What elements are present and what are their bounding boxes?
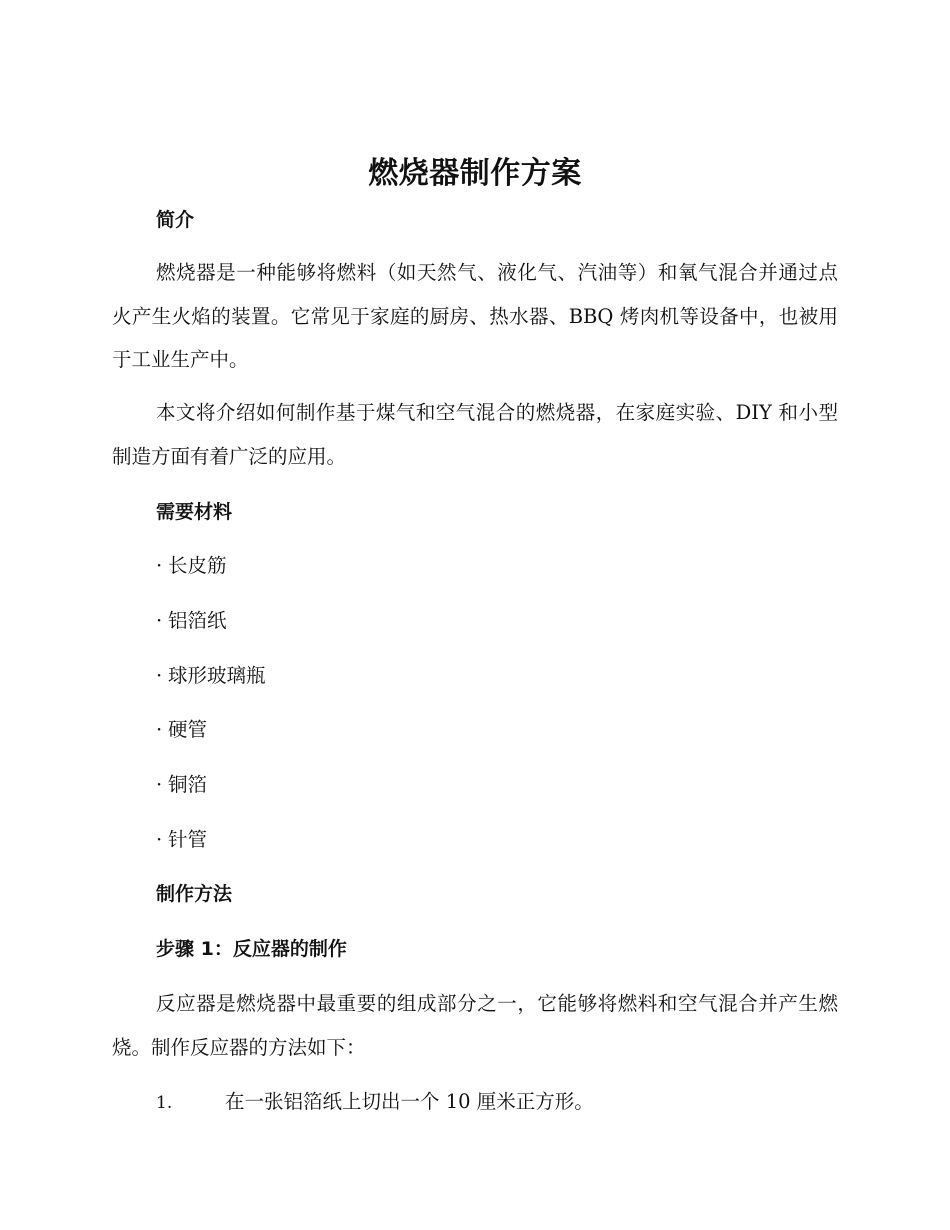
material-list-item <box>156 552 227 580</box>
material-list-item <box>156 607 227 635</box>
bullet-icon: · <box>156 718 163 741</box>
material-list-item <box>156 716 207 744</box>
material-label: 硬管 <box>168 718 208 741</box>
material-list-item <box>156 662 266 690</box>
step-list-item <box>156 1088 594 1117</box>
bullet-icon: · <box>156 664 163 687</box>
method-heading: 制作方法 <box>156 883 233 905</box>
material-list-item <box>156 826 207 854</box>
material-label: 铜箔 <box>168 773 208 796</box>
material-label: 长皮筋 <box>168 554 227 577</box>
document-title: 燃烧器制作方案 <box>368 156 582 191</box>
step-number: 1. <box>156 1093 173 1113</box>
bullet-icon: · <box>156 554 163 577</box>
material-label: 针管 <box>168 828 208 851</box>
intro-paragraph-2: 本文将介绍如何制作基于煤气和空气混合的燃烧器，在家庭实验、DIY 和小型制造方面有着广泛的应用。 <box>112 401 838 468</box>
material-list-item <box>156 771 207 799</box>
bullet-icon: · <box>156 609 163 632</box>
materials-heading: 需要材料 <box>156 501 233 523</box>
material-label: 铝箔纸 <box>168 609 227 632</box>
step-text: 在一张铝箔纸上切出一个 10 厘米正方形。 <box>225 1090 594 1113</box>
step1-heading: 步骤 1：反应器的制作 <box>156 938 347 960</box>
intro-paragraph-1: 燃烧器是一种能够将燃料（如天然气、液化气、汽油等）和氧气混合并通过点火产生火焰的装置。它常见于家庭的厨房、热水器、BBQ 烤肉机等设备中，也被用于工业生产中。 <box>112 261 838 371</box>
step1-paragraph: 反应器是燃烧器中最重要的组成部分之一，它能够将燃料和空气混合并产生燃烧。制作反应器的方法如下： <box>112 992 838 1059</box>
bullet-icon: · <box>156 773 163 796</box>
bullet-icon: · <box>156 828 163 851</box>
material-label: 球形玻璃瓶 <box>168 664 266 687</box>
intro-heading: 简介 <box>156 209 195 231</box>
